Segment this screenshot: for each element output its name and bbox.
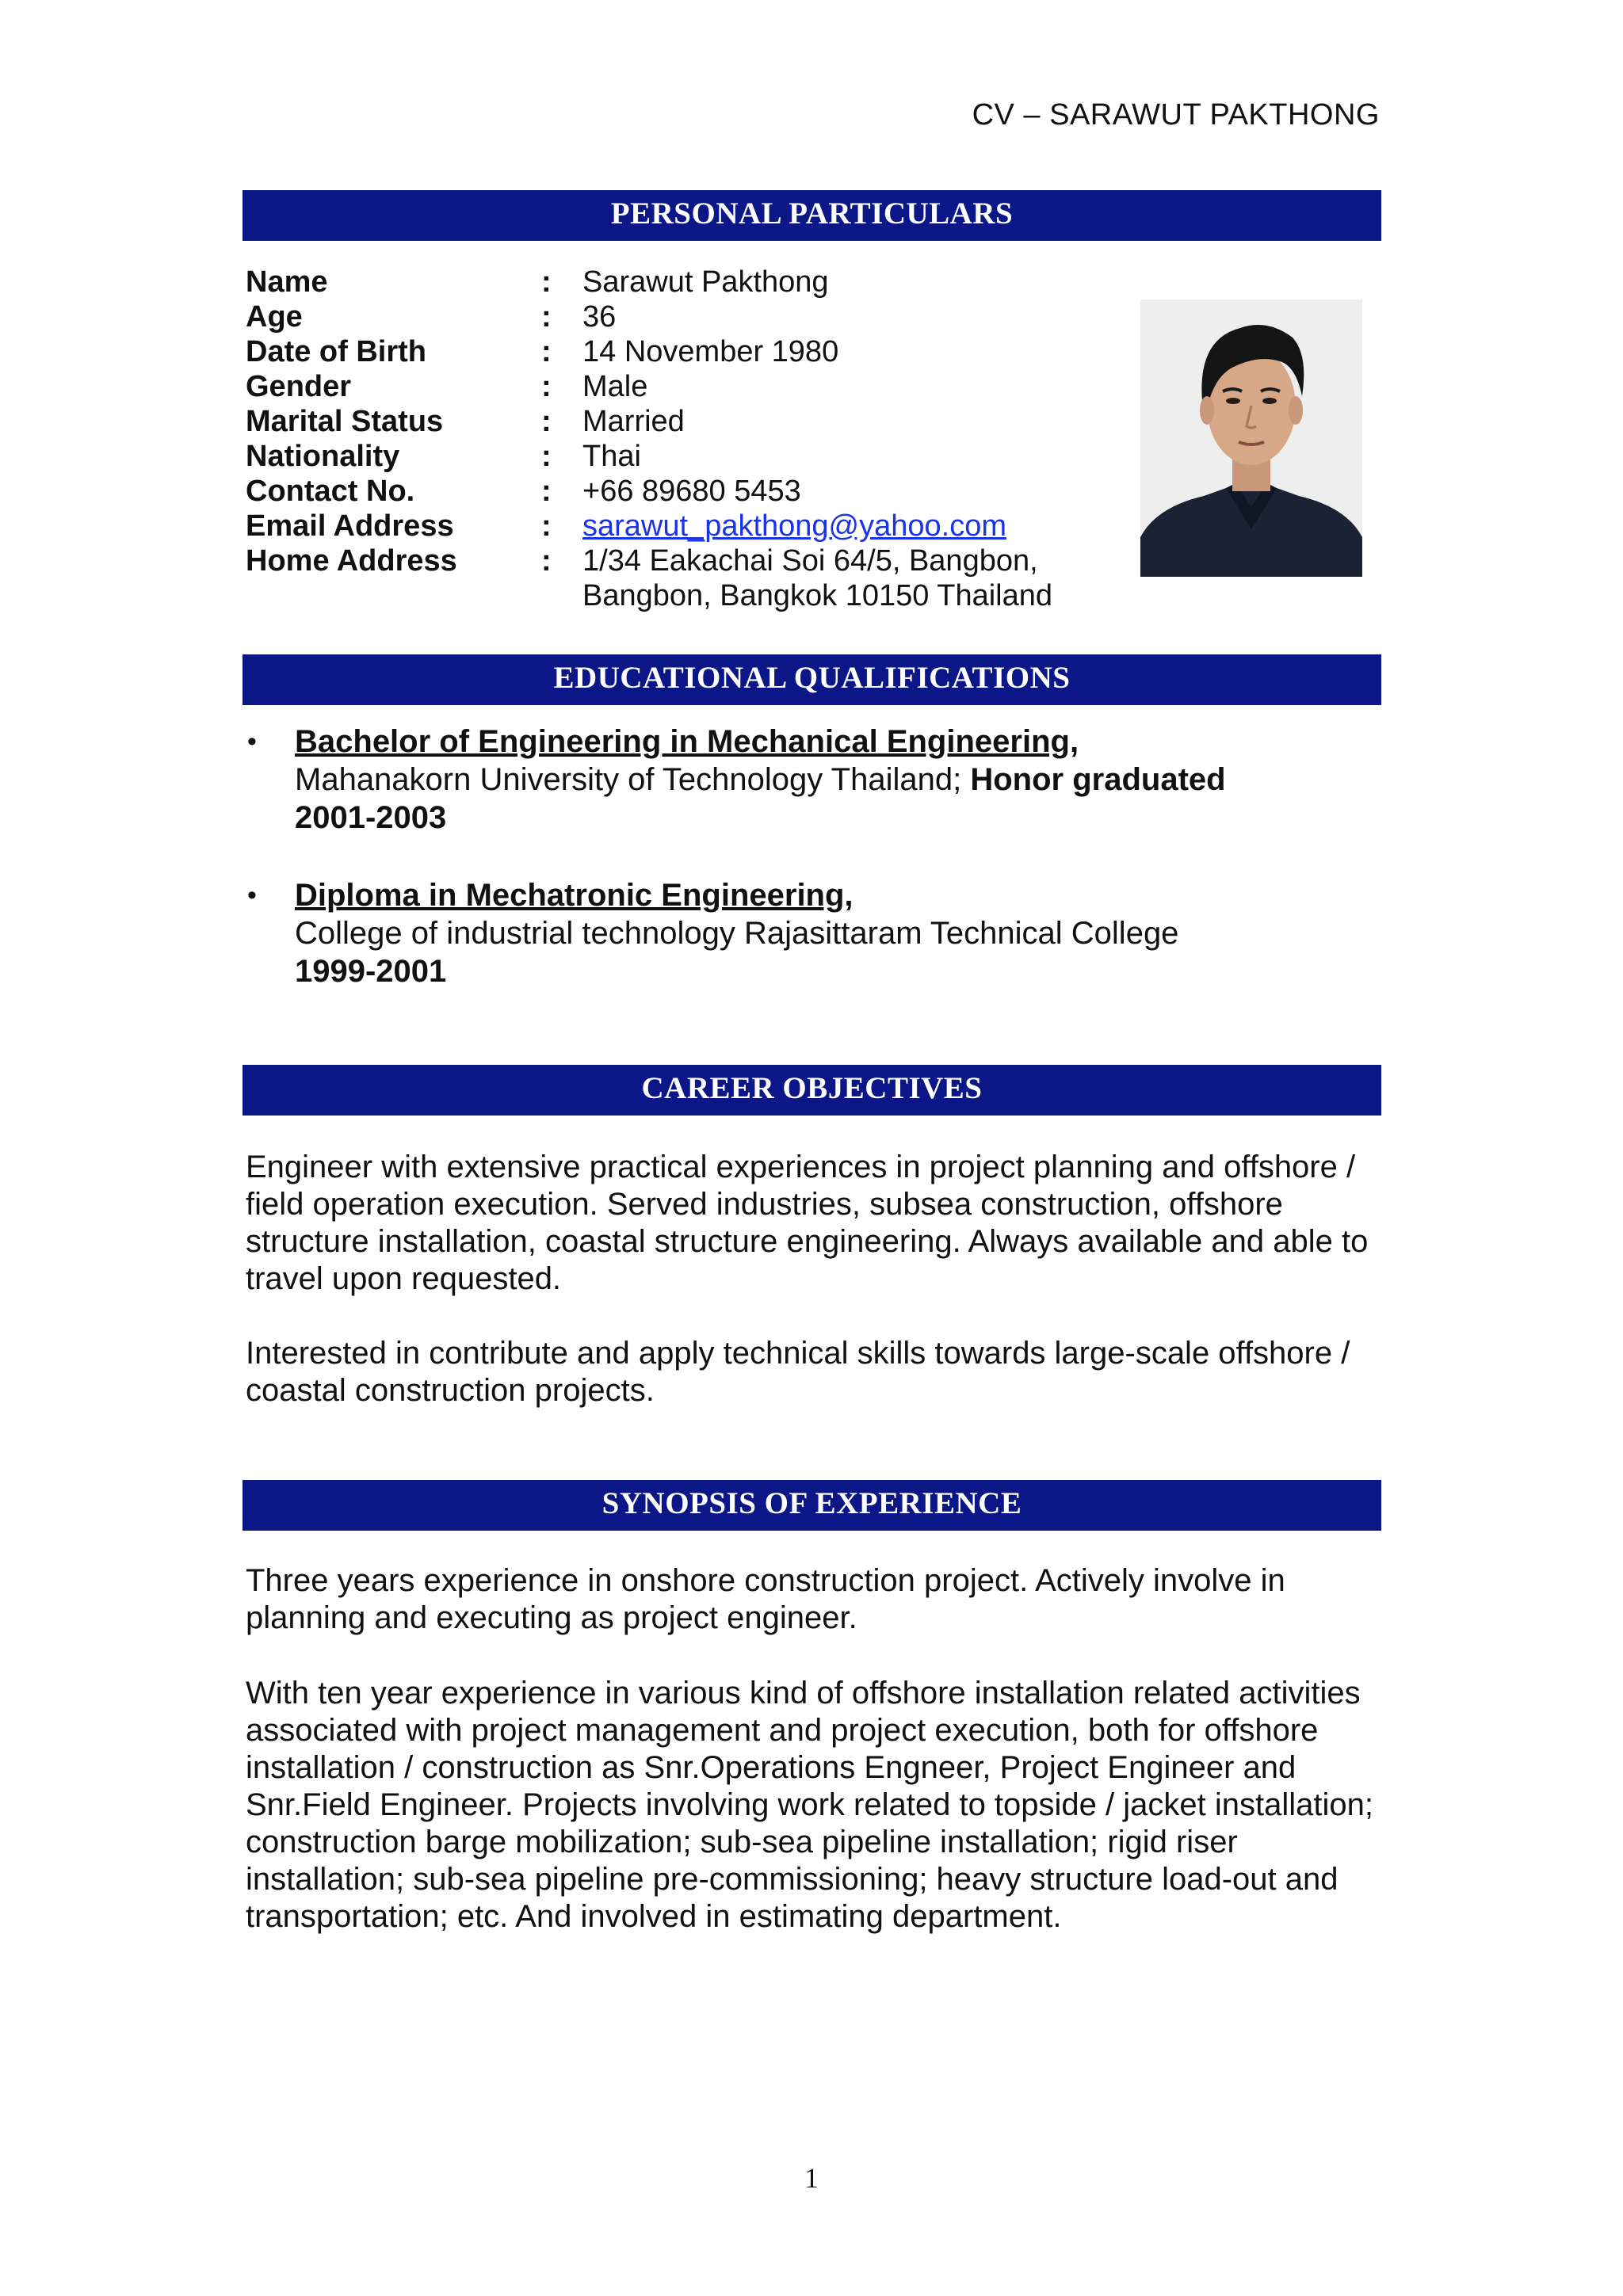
profile-photo [1140, 299, 1362, 577]
degree-comma: , [1069, 724, 1079, 759]
bullet-icon: • [247, 880, 257, 910]
years: 2001-2003 [295, 800, 447, 835]
colon: : [541, 509, 552, 543]
row-home-address [246, 543, 1137, 613]
row-name [246, 265, 1137, 299]
colon: : [541, 300, 552, 334]
colon: : [541, 370, 552, 403]
institution-line [295, 761, 1373, 799]
address-line-2: Bangbon, Bangkok 10150 Thailand [582, 579, 1053, 612]
objective-paragraph-1: Engineer with extensive practical experiences in project planning and offshore / field operation execution. Served industries, subsea construction, offshore structure installation, coastal structure engineering. Always available and able to travel upon requested. [246, 1150, 1369, 1296]
profile-photo-illustration [1140, 299, 1362, 577]
label-dob: Date of Birth [246, 335, 426, 368]
colon: : [541, 544, 552, 578]
value-age: 36 [582, 300, 617, 334]
label-nationality: Nationality [246, 440, 400, 473]
value-contact: +66 89680 5453 [582, 475, 801, 508]
value-home-address [582, 543, 1137, 613]
institution: Mahanakorn University of Technology Thailand; [295, 762, 971, 797]
section-bar-experience: SYNOPSIS OF EXPERIENCE [242, 1480, 1381, 1531]
section-bar-personal: PERSONAL PARTICULARS [242, 190, 1381, 241]
list-item [246, 723, 1387, 837]
address-line-1: 1/34 Eakachai Soi 64/5, Bangbon, [582, 544, 1038, 578]
value-marital-status: Married [582, 405, 685, 438]
document-header-title: CV – SARAWUT PAKTHONG [972, 98, 1380, 132]
section-bar-education: EDUCATIONAL QUALIFICATIONS [242, 654, 1381, 705]
label-gender: Gender [246, 370, 352, 403]
row-age [246, 299, 1137, 334]
bullet-icon: • [247, 727, 257, 757]
row-dob [246, 334, 1137, 369]
label-home-address: Home Address [246, 544, 457, 578]
degree-title: Bachelor of Engineering in Mechanical Engineering [295, 724, 1070, 759]
label-marital-status: Marital Status [246, 405, 444, 438]
education-title-line [295, 723, 1373, 761]
label-email: Email Address [246, 509, 454, 543]
label-name: Name [246, 265, 328, 299]
experience-paragraph-1: Three years experience in onshore construction project. Actively involve in planning and executing as project engineer. [246, 1563, 1285, 1635]
row-nationality [246, 439, 1137, 474]
row-gender [246, 369, 1137, 404]
row-email [246, 509, 1137, 543]
email-link[interactable]: sarawut_pakthong@yahoo.com [582, 509, 1007, 543]
value-gender: Male [582, 370, 648, 403]
label-age: Age [246, 300, 303, 334]
objective-paragraph-2: Interested in contribute and apply technical skills towards large-scale offshore / coastal construction projects. [246, 1336, 1350, 1408]
education-entry [295, 723, 1373, 837]
colon: : [541, 265, 552, 299]
colon: : [541, 405, 552, 438]
colon: : [541, 335, 552, 368]
colon: : [541, 440, 552, 473]
page-number: 1 [804, 2162, 819, 2194]
value-name: Sarawut Pakthong [582, 265, 829, 299]
value-nationality: Thai [582, 440, 641, 473]
degree-title: Diploma in Mechatronic Engineering [295, 878, 845, 913]
experience-paragraph-2: With ten year experience in various kind of offshore installation related activities associated with project management and project execution, both for offshore installation / construction as Snr.Operations Engneer, Project Engineer and Snr.Field Engineer. Projects involving work related to topside / jacket installation; construction barge mobilization; sub-sea pipeline installation; rigid riser installation; sub-sea pipeline pre-commissioning; heavy structure load-out and transportation; etc. And involved in estimating department. [246, 1676, 1373, 1934]
degree-comma: , [844, 878, 854, 913]
honor: Honor graduated [970, 762, 1226, 797]
education-list [246, 723, 1387, 1030]
list-item [246, 876, 1387, 990]
institution: College of industrial technology Rajasittaram Technical College [295, 916, 1179, 951]
education-entry [295, 876, 1373, 990]
education-title-line [295, 876, 1373, 914]
value-dob: 14 November 1980 [582, 335, 839, 368]
row-marital-status [246, 404, 1137, 439]
row-contact [246, 474, 1137, 509]
section-bar-objectives: CAREER OBJECTIVES [242, 1065, 1381, 1116]
years: 1999-2001 [295, 954, 447, 989]
colon: : [541, 475, 552, 508]
value-email-wrapper [582, 509, 1137, 543]
personal-particulars-list [246, 265, 1137, 613]
label-contact: Contact No. [246, 475, 415, 508]
